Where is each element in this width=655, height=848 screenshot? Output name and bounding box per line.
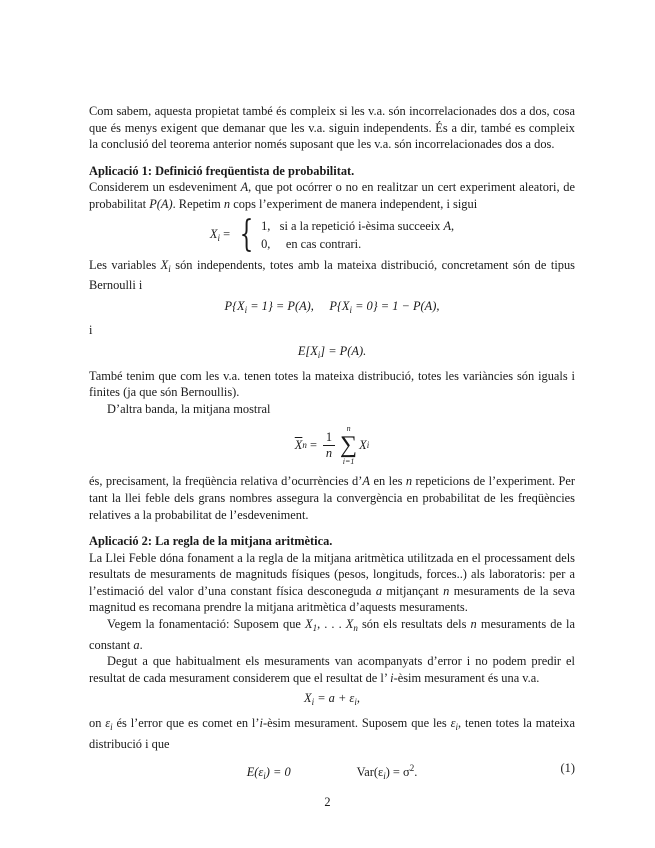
app1-paragraph-4: D’altra banda, la mitjana mostral (107, 401, 271, 416)
error-variance: $Var(\varepsilon_i) = \sigma^2$. (356, 763, 418, 782)
intro-paragraph: Com sabem, aquesta propietat també és compleix si les v.a. són incorrelacionades dos a dos, cosa que és menys exigent que demanar que les v.a. siguin independents. És a dir, també es compleix la conclusió del teorema anterior només suposant que les v.a. són incorrelacionades dos a dos. (89, 104, 575, 152)
app2-paragraph-1: La Llei Feble dóna fonament a la regla de la mitjana aritmètica utilitzada en el processament dels resultats de mesuraments de magnituds físiques (pesos, longituds, forces..) als laboratoris: per a l’estimació del valor d’una constant física desconeguda a mitjançant n mesuraments de la seva magnitud es recomana prendre la mitjana aritmètica d’aquests mesuraments. (89, 550, 575, 615)
application-2-heading: Aplicació 2: La regla de la mitjana aritmètica. (89, 534, 333, 549)
app2-paragraph-2: Vegem la fonamentació: Suposem que $X_1$, . . . $X_n$ són els resultats dels n mesuraments de la constant a. (89, 617, 576, 652)
measurement-model-equation: $X_i = a + \varepsilon_i$, (304, 691, 360, 708)
connector-i: i (89, 323, 93, 338)
summation: n ∑ i=1 (340, 424, 358, 467)
page-body (89, 103, 575, 789)
app2-paragraph-4: on $\varepsilon_i$ és l’error que es comet en l’i-èsim mesurament. Suposem que les $\varepsilon_i$, tenen totes la mateixa distribució i que (89, 716, 575, 751)
fraction-1-over-n: $\frac{1}{n}$ (323, 430, 335, 461)
error-mean: $E(\varepsilon_i) = 0$ (246, 765, 291, 782)
app1-paragraph-5: és, precisament, la freqüència relativa d’ocurrències d’A en les n repeticions de l’experiment. Per tant la llei feble dels grans nombres assegura la convergència en probabilitat de les freqüències relatives a la probabilitat de l’esdeveniment. (89, 474, 575, 522)
indicator-definition-equation: $X_i$ = { 1, si a la repetició i-èsima succeeix A, 0, en cas contrari. (209, 213, 455, 255)
application-1-heading: Aplicació 1: Definició freqüentista de probabilitat. (89, 163, 355, 178)
expectation-equation: $E[X_i] = P(A)$. (297, 343, 367, 360)
page-number: 2 (324, 795, 331, 809)
app2-paragraph-3: Degut a que habitualment els mesuraments van acompanyats d’error i no podem predir el resultat de cada mesurament considerem que el resultat de l’ i-èsim mesurament és una v.a. (89, 654, 575, 685)
error-moments-equation (89, 760, 575, 785)
app1-paragraph-3: També tenim que com les v.a. tenen totes la mateixa distribució, totes les variàncies són iguals i finites (ja que són Bernoullis). (89, 368, 575, 400)
sample-mean-equation: $\overline{X}$ n = $\frac{1}{n}$ n ∑ i=1 X i (294, 424, 370, 467)
bernoulli-equation: $P\{X_i = 1\} = P(A)$, $P\{X_i = 0\} = 1 - P(A)$, (224, 298, 440, 315)
case-1: 1, si a la repetició i-èsima succeeix A, (261, 218, 455, 233)
left-brace: { (239, 213, 254, 255)
equation-number: (1) (560, 761, 575, 776)
case-2: 0, en cas contrari. (261, 236, 362, 251)
app1-paragraph-2: Les variables $X_i$ són independents, totes amb la mateixa distribució, concretament són de tipus Bernoulli i (89, 257, 575, 293)
app1-paragraph-1: Considerem un esdeveniment A, que pot ocórrer o no en realitzar un cert experiment aleatori, de probabilitat P(A). Repetim n cops l’experiment de manera independent, i sigui (89, 180, 575, 211)
